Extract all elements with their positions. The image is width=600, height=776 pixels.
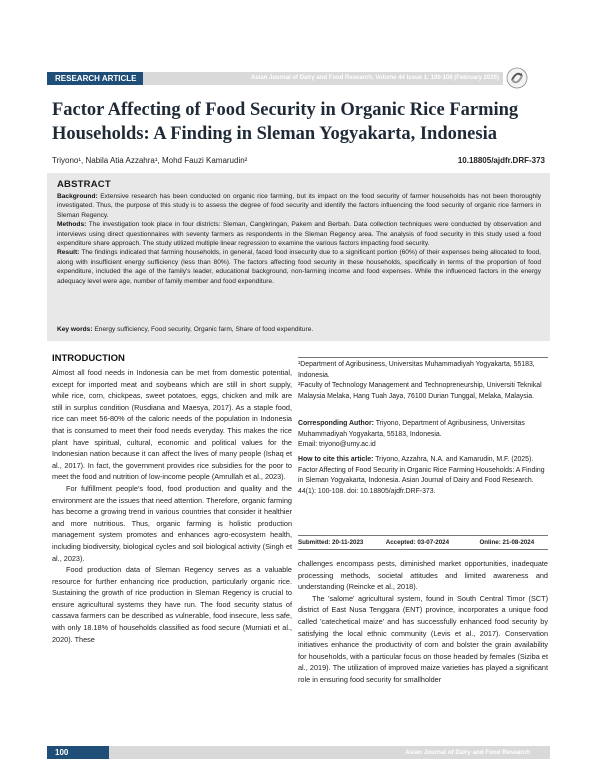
abstract-heading: ABSTRACT — [57, 179, 111, 190]
right-column — [298, 558, 548, 686]
result-label: Result: — [57, 249, 80, 257]
abstract-box — [47, 173, 550, 341]
result-text: The findings indicated that farming households, in general, faced food insecurity due to a significant portion (60%) of their expenses being allocated to food, along with insufficient energy sufficiency (less than 80%). The factors affecting food security in these households, specifically in terms of the proportion of food expenditure, included the age of the family's leader, educational background, non-farming income and food expenses. While the influenced factors in the energy adequacy level were age, number of family member and food expenditure. — [57, 249, 541, 285]
online-date: Online: 21-08-2024 — [479, 539, 535, 546]
intro-paragraph-5: The 'salome' agricultural system, found in South Central Timor (SCT) district of East Nusa Tenggara (ENT) province, incorporates a unique food called 'catechetical maize' and has successfully enhanced food security by satisfying the local ethnic community (Levis et al., 2017). Conservation initiatives enhance the productivity of corn and bolster the grain availability for households, with a particular focus on those headed by females (Siziba et al., 2019). The utilization of improved maize varieties has played a significant role in ensuring food security for smallholder — [298, 593, 548, 684]
email[interactable]: Email: triyono@umy.ac.id — [298, 441, 376, 448]
left-column — [52, 367, 292, 645]
abstract-background — [57, 192, 541, 220]
affiliation-1: ¹Department of Agribusiness, Universitas Muhammadiyah Yogyakarta, 55183, Indonesia. — [298, 361, 535, 379]
corresponding-author — [298, 419, 548, 440]
corr-label: Corresponding Author: — [298, 420, 374, 427]
submitted-date: Submitted: 20-11-2023 — [298, 539, 364, 546]
abstract-methods — [57, 220, 541, 248]
doi[interactable]: 10.18805/ajdfr.DRF-373 — [457, 156, 545, 165]
abstract-result — [57, 248, 541, 286]
intro-heading: INTRODUCTION — [52, 353, 125, 364]
intro-paragraph-1: Almost all food needs in Indonesia can be met from domestic potential, except for imported meat and soybeans which are still in short supply, while rice, corn, chickpeas, sweet potatoes, eggs, chicken and milk are still in surplus condition (Rusdiana and Maesya, 2017). As a staple food, rice can meet 56-80% of the caloric needs of the population in Indonesia that is consumed to meet their food needs everyday. This makes the rice plant have spiritual, cultural, economic and political values for the Indonesian nation because it can affect the lives of many people (Ishaq et al., 2017). In fact, the government provides rice subsidies for the poor to meet the food and nutrition of low-income people (Amrullah et al., 2023). — [52, 368, 292, 482]
citation — [298, 455, 548, 497]
section-label: RESEARCH ARTICLE — [47, 72, 143, 85]
page-number: 100 — [47, 746, 109, 759]
intro-paragraph-2: For fulfillment people's food, food production and quality and the environment are the issues that need attention. Therefore, organic farming has become a growing trend in various countries that consider it healthier and more nutritious. Thus, organic farming is holistic production management system promotes and enhances agro-ecosystem health, including biodiversity, biological cycles and soil biological activity (Singh et al., 2023). — [52, 483, 292, 563]
crossref-logo-icon[interactable] — [506, 67, 528, 89]
cite-label: How to cite this article: — [298, 456, 374, 463]
intro-paragraph-3: Food production data of Sleman Regency serves as a valuable resource for further enhancing rice production, particularly organic rice. Sustaining the growth of rice production in Sleman Regency is crucial to ensure agricultural systems they have run. The food security status of cassava farmers can be described as vulnerable, food insecure, less safe, with only 18.18% of households classified as food secure (Murniati et al., 2020). These — [52, 565, 292, 644]
background-text: Extensive research has been conducted on organic rice farming, but its impact on the food security of farmer households has not been thoroughly investigated. Thus, the purpose of this study is to assess the degree of food security and identify the factors influencing the food security of organic rice farmers in Sleman Regency. — [57, 193, 541, 219]
background-label: Background: — [57, 193, 98, 200]
cite-text: Triyono, Azzahra, N.A. and Kamarudin, M.F. (2025). Factor Affecting of Food Security in Organic Rice Farming Households: A Finding in Sleman Yogyakarta, Indonesia. Asian Journal of Dairy and Food Research. 44(1): 100-108. doi: 10.18805/ajdfr.DRF-373. — [298, 456, 545, 495]
affiliation-top-rule — [298, 357, 548, 358]
intro-paragraph-4: challenges encompass pests, diminished market opportunities, inadequate processing methods, societal attitudes and limited awareness and understanding (Reincke et al., 2018). — [298, 559, 548, 592]
header-bar — [47, 72, 503, 85]
footer-bar — [47, 746, 550, 759]
keywords-text: Energy sufficiency, Food security, Organic farm, Share of food expenditure. — [94, 326, 314, 333]
dates-top-rule — [298, 535, 548, 536]
footer-journal: Asian Journal of Dairy and Food Research — [405, 749, 530, 756]
keywords — [57, 326, 313, 333]
dates-bottom-rule — [298, 549, 548, 550]
article-title: Factor Affecting of Food Security in Organic Rice Farming Households: A Finding in Sleman Yogyakarta, Indonesia — [52, 100, 519, 144]
journal-line: Asian Journal of Dairy and Food Research, Volume 44 Issue 1: 100-108 (February 2025) — [251, 75, 499, 81]
keywords-label: Key words: — [57, 326, 93, 333]
article-dates — [298, 539, 548, 546]
affiliation-2: ²Faculty of Technology Management and Technopreneurship, Universiti Teknikal Malaysia Melaka, Hang Tuah Jaya, 76100 Durian Tunggal, Melaka, Malaysia. — [298, 382, 542, 400]
methods-label: Methods: — [57, 221, 87, 229]
author-list: Triyono¹, Nabila Atia Azzahra¹, Mohd Fauzi Kamarudin² — [52, 156, 248, 165]
methods-text: The investigation took place in four districts: Sleman, Cangkringan, Pakem and Berbah. Data collection techniques were conducted by observation and interviews using direct questionnaires with seventy farmers as respondents in the Sleman Regency area. The analysis of food security in this study used a food expenditure share approach. The study utilized multiple linear regression to examine the various factors impacting food security. — [57, 221, 541, 248]
accepted-date: Accepted: 03-07-2024 — [385, 539, 450, 546]
corr-text: Triyono, Department of Agribusiness, Universitas Muhammadiyah Yogyakarta, 55183, Indonesia. — [298, 420, 525, 438]
